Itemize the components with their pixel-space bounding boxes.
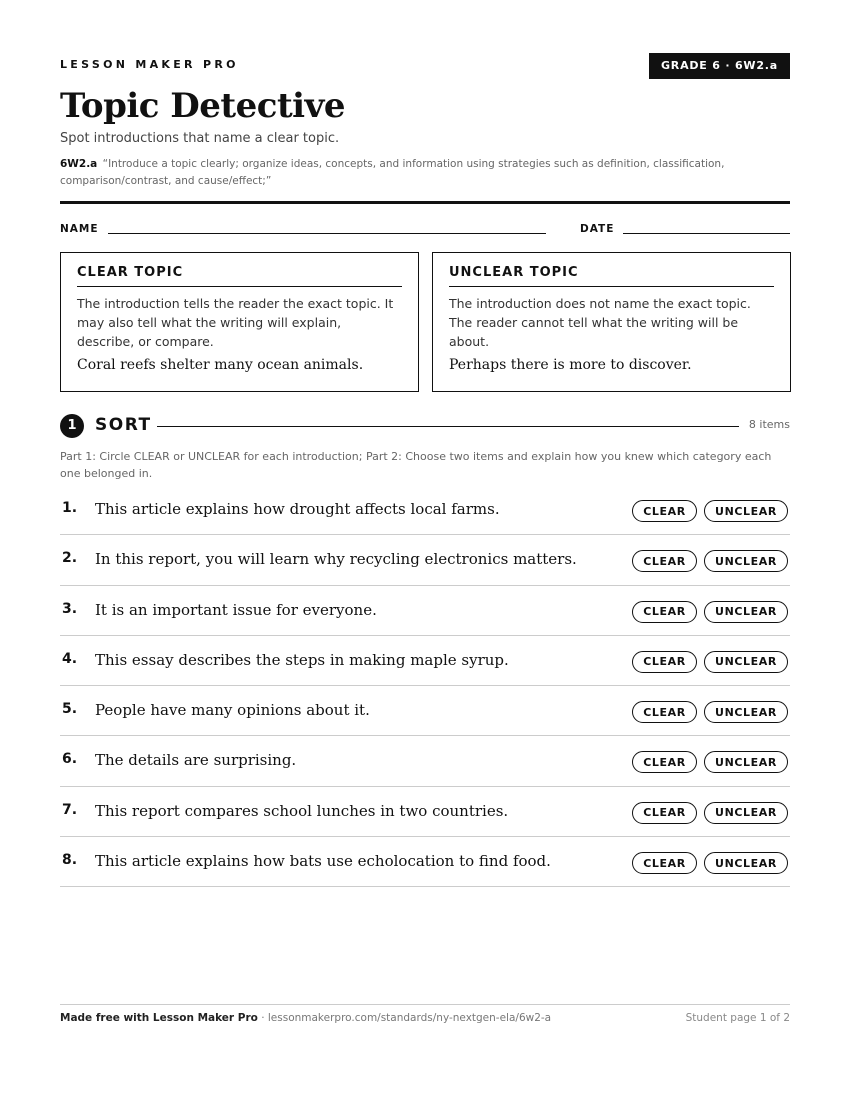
clear-topic-card <box>60 252 419 392</box>
item-text: People have many opinions about it. <box>95 701 370 720</box>
item-count: 8 items <box>748 418 790 431</box>
item-text: In this report, you will learn why recycling electronics matters. <box>95 550 577 569</box>
list-item <box>60 837 790 887</box>
name-field[interactable] <box>108 233 546 234</box>
clear-choice-button[interactable]: CLEAR <box>632 601 697 623</box>
item-text: The details are surprising. <box>95 751 297 770</box>
clear-choice-button[interactable]: CLEAR <box>632 751 697 773</box>
item-number: 6. <box>62 751 78 768</box>
unclear-choice-button[interactable]: UNCLEAR <box>704 550 788 572</box>
item-number: 8. <box>62 852 78 869</box>
card-title: CLEAR TOPIC <box>77 265 402 287</box>
date-label: DATE <box>580 223 615 235</box>
unclear-choice-button[interactable]: UNCLEAR <box>704 802 788 824</box>
card-example: Perhaps there is more to discover. <box>449 357 692 373</box>
clear-choice-button[interactable]: CLEAR <box>632 852 697 874</box>
list-item <box>60 485 790 535</box>
header-divider <box>60 201 790 204</box>
grade-badge: GRADE 6 · 6W2.a <box>649 53 790 79</box>
item-text: It is an important issue for everyone. <box>95 600 377 619</box>
item-text: This article explains how drought affects local farms. <box>95 500 500 518</box>
standard-code: 6W2.a <box>60 158 98 170</box>
clear-choice-button[interactable]: CLEAR <box>632 500 697 522</box>
footer-made-with: Made free with Lesson Maker Pro <box>60 1012 258 1024</box>
page-indicator: Student page 1 of 2 <box>685 1012 790 1024</box>
section-number-badge: 1 <box>60 414 84 438</box>
worksheet-page <box>60 0 790 1100</box>
unclear-choice-button[interactable]: UNCLEAR <box>704 500 788 522</box>
card-example: Coral reefs shelter many ocean animals. <box>77 357 364 373</box>
item-number: 4. <box>62 650 78 667</box>
section-instructions: Part 1: Circle CLEAR or UNCLEAR for each introduction; Part 2: Choose two items and explain how you knew which category each one belonged in. <box>60 450 772 480</box>
item-number: 3. <box>62 600 78 617</box>
item-text: This article explains how bats use echolocation to find food. <box>95 852 551 871</box>
clear-choice-button[interactable]: CLEAR <box>632 802 697 824</box>
footer-divider <box>60 1004 790 1005</box>
card-title: UNCLEAR TOPIC <box>449 265 774 287</box>
section-title: SORT <box>95 415 152 435</box>
unclear-choice-button[interactable]: UNCLEAR <box>704 751 788 773</box>
name-label: NAME <box>60 223 99 235</box>
item-text: This report compares school lunches in two countries. <box>95 801 509 820</box>
footer-credit <box>60 1012 551 1024</box>
card-description: The introduction does not name the exact topic. The reader cannot tell what the writing will be about. <box>449 296 751 349</box>
list-item <box>60 787 790 837</box>
standard-description <box>60 156 780 190</box>
clear-choice-button[interactable]: CLEAR <box>632 701 697 723</box>
clear-choice-button[interactable]: CLEAR <box>632 550 697 572</box>
item-number: 1. <box>62 500 78 516</box>
unclear-choice-button[interactable]: UNCLEAR <box>704 852 788 874</box>
item-text: This essay describes the steps in making maple syrup. <box>95 650 509 669</box>
list-item <box>60 686 790 736</box>
page-title: Topic Detective <box>60 86 345 126</box>
list-item <box>60 736 790 786</box>
footer-url: · lessonmakerpro.com/standards/ny-nextgen-ela/6w2-a <box>257 1012 552 1024</box>
brand-name: LESSON MAKER PRO <box>60 58 239 71</box>
list-item <box>60 636 790 686</box>
list-item <box>60 586 790 636</box>
list-item <box>60 535 790 585</box>
item-number: 5. <box>62 701 78 718</box>
standard-text: “Introduce a topic clearly; organize ideas, concepts, and information using strategies such as definition, classification, comparison/contrast, and cause/effect;” <box>60 158 725 187</box>
unclear-choice-button[interactable]: UNCLEAR <box>704 701 788 723</box>
item-number: 2. <box>62 550 78 567</box>
page-subtitle: Spot introductions that name a clear topic. <box>60 131 340 146</box>
item-number: 7. <box>62 801 78 818</box>
unclear-choice-button[interactable]: UNCLEAR <box>704 651 788 673</box>
unclear-choice-button[interactable]: UNCLEAR <box>704 601 788 623</box>
clear-choice-button[interactable]: CLEAR <box>632 651 697 673</box>
unclear-topic-card <box>432 252 791 392</box>
card-description: The introduction tells the reader the exact topic. It may also tell what the writing will explain, describe, or compare. <box>77 296 394 349</box>
date-field[interactable] <box>623 233 790 234</box>
sort-item-list <box>60 485 790 887</box>
section-divider <box>157 426 739 427</box>
